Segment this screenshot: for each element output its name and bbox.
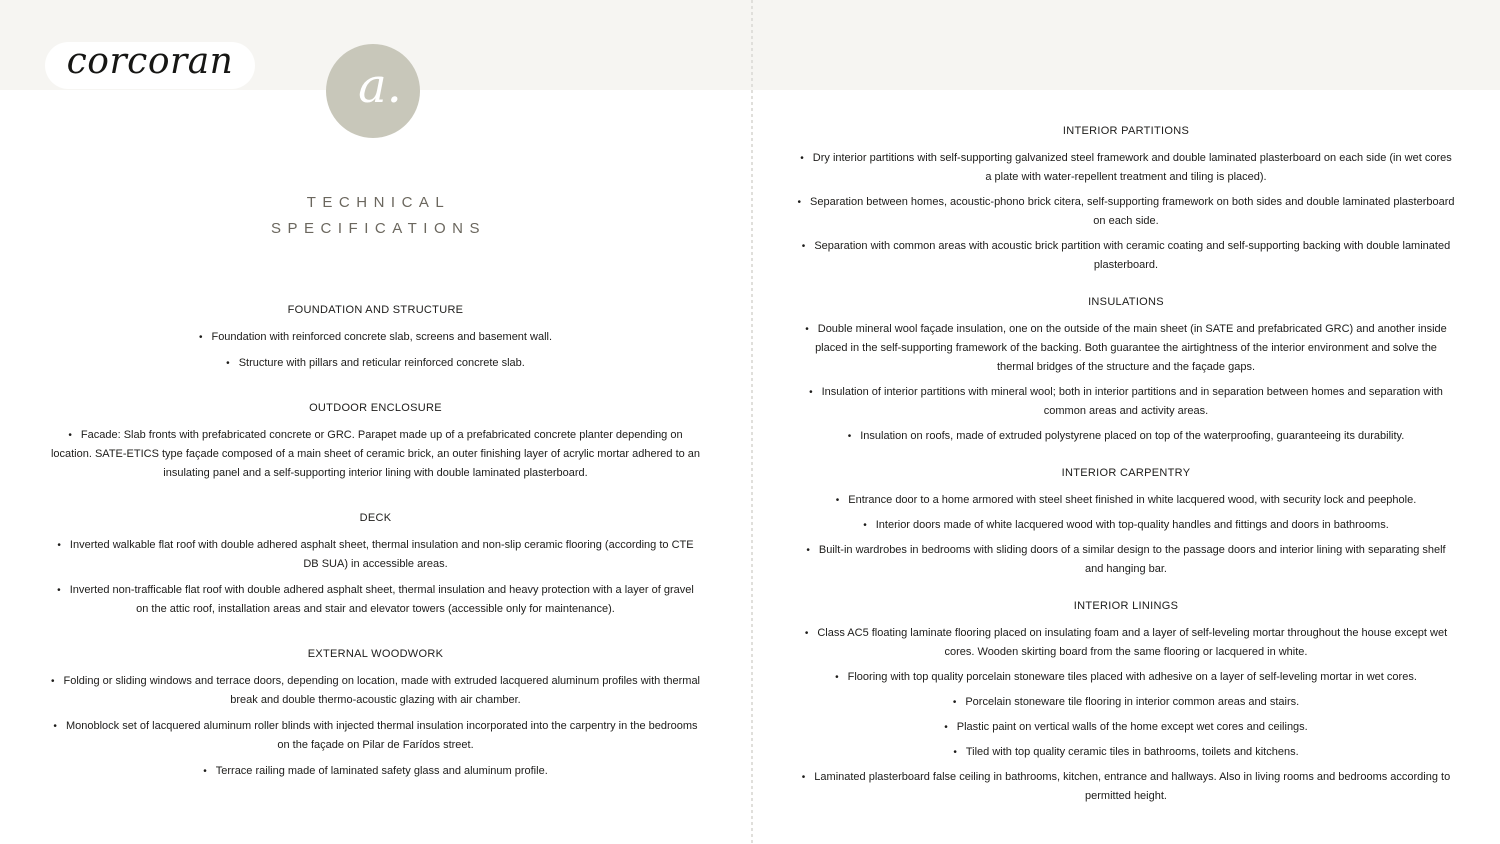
section-heading: FOUNDATION AND STRUCTURE bbox=[287, 304, 464, 316]
bullet-text: Folding or sliding windows and terrace doors, depending on location, made with extruded lacquered aluminum profiles with thermal break and double thermo-acoustic glazing with air chamber. bbox=[63, 675, 701, 706]
bullet-icon: • bbox=[53, 721, 57, 732]
bullet-item bbox=[796, 149, 1456, 187]
section-heading: OUTDOOR ENCLOSURE bbox=[309, 402, 442, 414]
bullet-text: Porcelain stoneware tile flooring in interior common areas and stairs. bbox=[965, 696, 1300, 708]
bullet-icon: • bbox=[57, 585, 61, 596]
bullet-text: Separation between homes, acoustic-phono brick citera, self-supporting framework on both sides and double laminated plasterboard on each side. bbox=[810, 196, 1455, 227]
bullet-text: Tiled with top quality ceramic tiles in bathrooms, toilets and kitchens. bbox=[965, 746, 1299, 758]
bullet-text: Monoblock set of lacquered aluminum roller blinds with injected thermal insulation incorporated into the carpentry in the bedrooms on the façade on Pilar de Farídos street. bbox=[65, 720, 698, 751]
bullet-item bbox=[796, 743, 1456, 762]
bullet-text: Terrace railing made of laminated safety glass and aluminum profile. bbox=[215, 765, 548, 777]
bullet-icon: • bbox=[847, 431, 852, 442]
bullet-text: Facade: Slab fronts with prefabricated concrete or GRC. Parapet made up of a prefabricated concrete planter depending on location. SATE-ETICS type façade composed of a main sheet of ceramic brick, an outer finishing layer of acrylic mortar adhered to an insulating panel and a self-supporting interior lining with double laminated plasterboard. bbox=[50, 429, 701, 479]
bullet-icon: • bbox=[801, 241, 806, 252]
bullet-icon: • bbox=[801, 772, 806, 783]
bullet-text: Double mineral wool façade insulation, one on the outside of the main sheet (in SATE and prefabricated GRC) and another inside placed in the self-supporting framework of the backing. Both guarantee the airtightness of the interior environment and solve the thermal bridges of the structure and the façade gaps. bbox=[815, 323, 1447, 373]
section-heading: INTERIOR CARPENTRY bbox=[1061, 467, 1191, 479]
bullet-icon: • bbox=[203, 766, 207, 777]
bullet-text: Insulation of interior partitions with mineral wool; both in interior partitions and in separation between homes and separation with common areas and activity areas. bbox=[821, 386, 1443, 417]
left-sections bbox=[50, 301, 701, 781]
section-heading: INTERIOR LININGS bbox=[1073, 600, 1179, 612]
bullet-text: Inverted non-trafficable flat roof with double adhered asphalt sheet, thermal insulation and heavy protection with a layer of gravel on the attic roof, installation areas and stair and elevator towers (accessible only for maintenance). bbox=[69, 584, 694, 615]
spec-section bbox=[796, 597, 1456, 806]
spec-section bbox=[50, 509, 701, 619]
bullet-item bbox=[796, 668, 1456, 687]
bullet-text: Laminated plasterboard false ceiling in bathrooms, kitchen, entrance and hallways. Also in living rooms and bedrooms according to permitted height. bbox=[814, 771, 1451, 802]
bullet-text: Interior doors made of white lacquered wood with top-quality handles and fittings and doors in bathrooms. bbox=[875, 519, 1389, 531]
bullet-item bbox=[796, 383, 1456, 421]
bullet-icon: • bbox=[953, 747, 957, 758]
bullet-item bbox=[50, 762, 701, 781]
section-heading: INSULATIONS bbox=[1088, 296, 1164, 308]
bullet-item bbox=[796, 541, 1456, 579]
page-title-line2: SPECIFICATIONS bbox=[271, 220, 486, 237]
bullet-icon: • bbox=[863, 520, 867, 531]
page-title-line1: TECHNICAL bbox=[306, 194, 451, 211]
bullet-item bbox=[796, 768, 1456, 806]
bullet-icon: • bbox=[198, 332, 203, 343]
bullet-icon: • bbox=[835, 495, 840, 506]
bullet-text: Flooring with top quality porcelain stoneware tiles placed with adhesive on a layer of self-leveling mortar in wet cores. bbox=[847, 671, 1417, 683]
bullet-icon: • bbox=[952, 697, 957, 708]
section-heading: DECK bbox=[359, 512, 392, 524]
bullet-text: Dry interior partitions with self-supporting galvanized steel framework and double laminated plasterboard on each side (in wet cores a plate with water-repellent treatment and tiling is placed). bbox=[812, 152, 1452, 183]
bullet-icon: • bbox=[805, 324, 809, 335]
right-sections bbox=[796, 122, 1456, 806]
bullet-text: Entrance door to a home armored with steel sheet finished in white lacquered wood, with security lock and peephole. bbox=[848, 494, 1417, 506]
bullet-icon: • bbox=[68, 430, 72, 441]
page-title bbox=[50, 190, 701, 242]
bullet-icon: • bbox=[797, 197, 802, 208]
bullet-icon: • bbox=[809, 387, 813, 398]
bullet-text: Insulation on roofs, made of extruded polystyrene placed on top of the waterproofing, guaranteeing its durability. bbox=[860, 430, 1405, 442]
bullet-icon: • bbox=[57, 540, 61, 551]
bullet-item bbox=[50, 581, 701, 619]
bullet-text: Separation with common areas with acoustic brick partition with ceramic coating and self-supporting backing with double laminated plasterboard. bbox=[814, 240, 1451, 271]
bullet-icon: • bbox=[804, 628, 809, 639]
bullet-text: Foundation with reinforced concrete slab, screens and basement wall. bbox=[211, 331, 553, 343]
bullet-item bbox=[796, 193, 1456, 231]
bullet-item bbox=[796, 491, 1456, 510]
spec-section bbox=[796, 464, 1456, 579]
bullet-item bbox=[50, 672, 701, 710]
bullet-text: Inverted walkable flat roof with double adhered asphalt sheet, thermal insulation and non-slip ceramic flooring (according to CTE DB SUA) in accessible areas. bbox=[69, 539, 694, 570]
spec-section bbox=[50, 301, 701, 373]
bullet-icon: • bbox=[226, 358, 230, 369]
bullet-item bbox=[50, 717, 701, 755]
bullet-item bbox=[50, 328, 701, 347]
bullet-text: Structure with pillars and reticular reinforced concrete slab. bbox=[238, 357, 525, 369]
bullet-item bbox=[796, 427, 1456, 446]
bullet-item bbox=[796, 320, 1456, 377]
brand-logo-text: corcoran bbox=[66, 41, 234, 82]
bullet-item bbox=[50, 536, 701, 574]
bullet-icon: • bbox=[944, 722, 948, 733]
bullet-item bbox=[796, 516, 1456, 535]
monogram-icon: a. bbox=[358, 58, 402, 114]
spec-section bbox=[796, 293, 1456, 446]
bullet-icon: • bbox=[835, 672, 839, 683]
spec-section bbox=[50, 399, 701, 483]
bullet-item bbox=[796, 237, 1456, 275]
section-heading: EXTERNAL WOODWORK bbox=[307, 648, 444, 660]
left-column bbox=[0, 0, 751, 807]
right-column bbox=[752, 0, 1500, 824]
bullet-item bbox=[796, 718, 1456, 737]
spec-section bbox=[50, 645, 701, 781]
bullet-icon: • bbox=[800, 153, 804, 164]
bullet-item bbox=[50, 426, 701, 483]
bullet-icon: • bbox=[50, 676, 55, 687]
bullet-item bbox=[50, 354, 701, 373]
bullet-text: Class AC5 floating laminate flooring placed on insulating foam and a layer of self-leveling mortar throughout the house except wet cores. Wooden skirting board from the same flooring or lacquered in white. bbox=[817, 627, 1448, 658]
bullet-text: Plastic paint on vertical walls of the home except wet cores and ceilings. bbox=[956, 721, 1308, 733]
section-heading: INTERIOR PARTITIONS bbox=[1062, 125, 1190, 137]
bullet-item bbox=[796, 624, 1456, 662]
bullet-icon: • bbox=[806, 545, 810, 556]
bullet-item bbox=[796, 693, 1456, 712]
spec-section bbox=[796, 122, 1456, 275]
bullet-text: Built-in wardrobes in bedrooms with sliding doors of a similar design to the passage doors and interior lining with separating shelf and hanging bar. bbox=[818, 544, 1446, 575]
